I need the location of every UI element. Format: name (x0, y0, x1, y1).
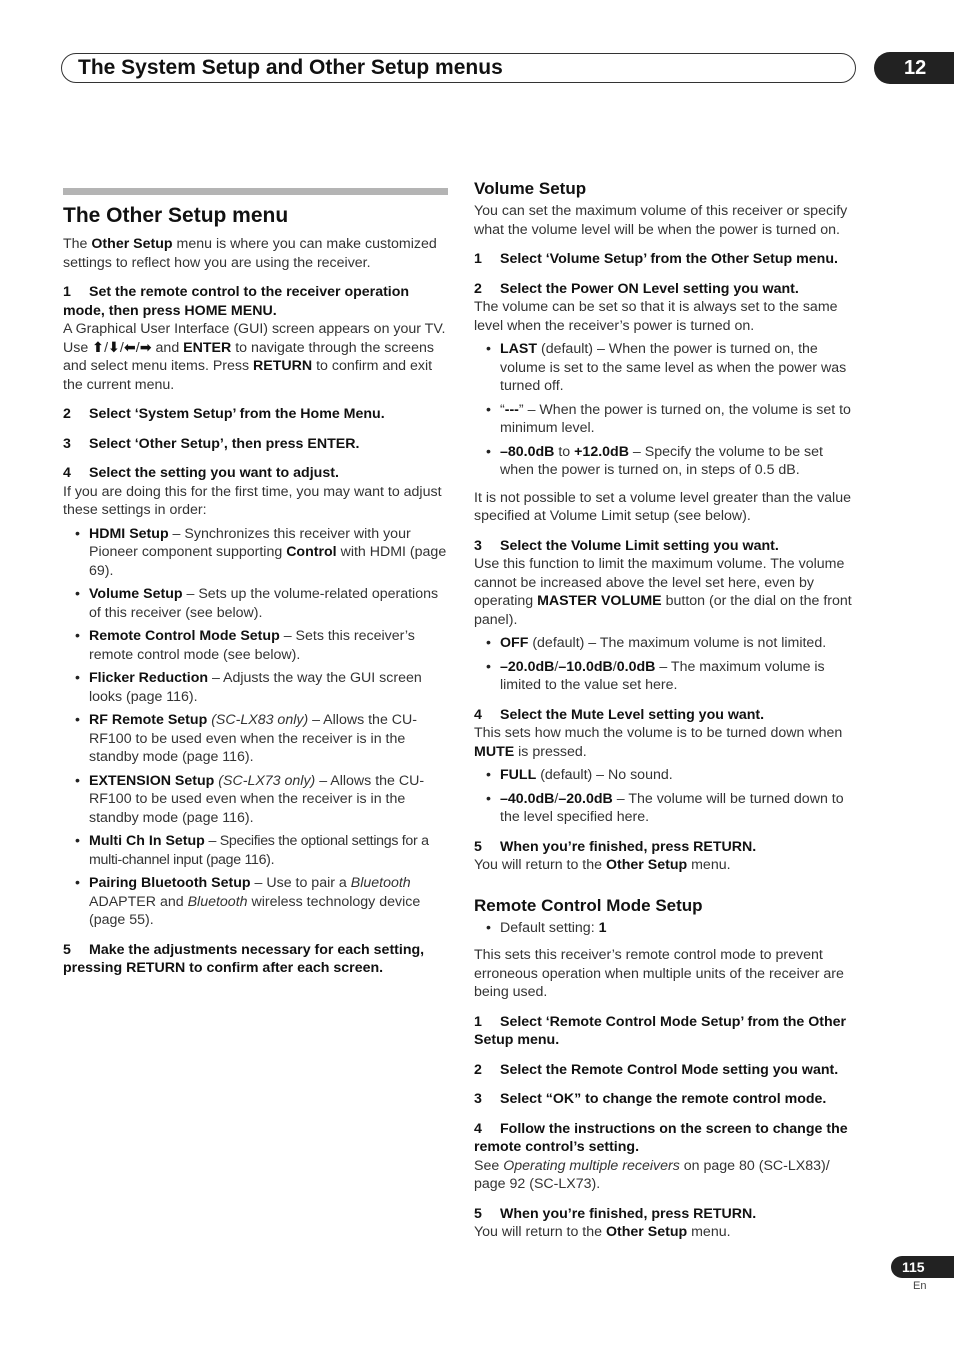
step-1-body: A Graphical User Interface (GUI) screen appears on your TV. Use ⬆/⬇/⬅/➡ and ENTER to navigate through the screens and select menu items. Press RETURN to confirm and exit the current menu. (63, 321, 446, 393)
remote-step-4: 4 Follow the instructions on the screen to change the remote control’s setting. (474, 1120, 848, 1155)
volume-step-3-body: Use this function to limit the maximum volume. The volume cannot be increased above the level set here, even by operating MASTER VOLUME button (or the dial on the front panel). (474, 556, 852, 628)
settings-list (63, 525, 448, 930)
list-item: • “---” – When the power is turned on, the volume is set to minimum level. (474, 401, 859, 438)
volume-step-2-body: The volume can be set so that it is always set to the same level when the receiver’s power is turned on. (474, 299, 838, 334)
power-on-level-options (474, 340, 859, 480)
remote-step-5-body: You will return to the Other Setup menu. (474, 1224, 731, 1240)
list-item: • Pairing Bluetooth Setup – Use to pair a Bluetooth ADAPTER and Bluetooth wireless technology device (page 55). (63, 874, 448, 930)
list-item: • Default setting: 1 (474, 919, 859, 938)
remote-step-2: 2 Select the Remote Control Mode setting you want. (474, 1061, 839, 1078)
volume-step-4-body: This sets how much the volume is to be turned down when MUTE is pressed. (474, 725, 843, 760)
intro-paragraph: The Other Setup menu is where you can make customized settings to reflect how you are using the receiver. (63, 236, 437, 271)
volume-step-4: 4 Select the Mute Level setting you want. (474, 706, 765, 723)
remote-step-4-body: See Operating multiple receivers on page 80 (SC-LX83)/ page 92 (SC-LX73). (474, 1157, 830, 1192)
section-divider (63, 188, 448, 195)
list-item: • Flicker Reduction – Adjusts the way the GUI screen looks (page 116). (63, 669, 448, 706)
list-item: • –20.0dB/–10.0dB/0.0dB – The maximum volume is limited to the value set here. (474, 658, 859, 695)
remote-step-5: 5 When you’re finished, press RETURN. (474, 1205, 757, 1222)
mute-level-options (474, 766, 859, 827)
page-number-badge: 115 (891, 1256, 954, 1278)
list-item: • –80.0dB to +12.0dB – Specify the volume to be set when the power is turned on, in steps of 0.5 dB. (474, 443, 859, 480)
volume-note: It is not possible to set a volume level greater than the value specified at Volume Limit setup (see below). (474, 489, 851, 524)
list-item: • FULL (default) – No sound. (474, 766, 859, 785)
list-item: • EXTENSION Setup (SC-LX73 only) – Allows the CU-RF100 to be used even when the receiver is in the standby mode (page 116). (63, 772, 448, 828)
step-4-body: If you are doing this for the first time, you may want to adjust these settings in order: (63, 483, 442, 518)
volume-step-1: 1 Select ‘Volume Setup’ from the Other Setup menu. (474, 251, 838, 267)
section-title: The Other Setup menu (63, 204, 289, 227)
step-4: 4 Select the setting you want to adjust. (63, 465, 339, 481)
step-3: 3 Select ‘Other Setup’, then press ENTER. (63, 435, 360, 452)
page-header-title: The System Setup and Other Setup menus (78, 56, 503, 79)
remote-intro: This sets this receiver’s remote control mode to prevent erroneous operation when multiple units of the receiver are being used. (474, 947, 844, 1000)
volume-step-3: 3 Select the Volume Limit setting you want. (474, 537, 779, 554)
arrow-up-icon: ⬆ (92, 339, 105, 356)
list-item: • RF Remote Setup (SC-LX83 only) – Allows the CU-RF100 to be used even when the receiver is in the standby mode (page 116). (63, 711, 448, 767)
step-1: 1 Set the remote control to the receiver operation mode, then press HOME MENU. (63, 284, 410, 319)
remote-default-list (474, 919, 859, 938)
volume-setup-title: Volume Setup (474, 179, 587, 198)
list-item: • Volume Setup – Sets up the volume-related operations of this receiver (see below). (63, 585, 448, 622)
volume-limit-options (474, 634, 859, 695)
volume-step-5-body: You will return to the Other Setup menu. (474, 857, 731, 873)
arrow-left-icon: ⬅ (123, 339, 136, 356)
remote-step-1: 1 Select ‘Remote Control Mode Setup’ from the Other Setup menu. (474, 1013, 847, 1048)
list-item: • LAST (default) – When the power is turned on, the volume is set to the same level as when the power was turned off. (474, 340, 859, 396)
list-item: • Remote Control Mode Setup – Sets this receiver’s remote control mode (see below). (63, 627, 448, 664)
volume-intro: You can set the maximum volume of this receiver or specify what the volume level will be when the power is turned on. (474, 203, 848, 238)
remote-mode-title: Remote Control Mode Setup (474, 895, 703, 915)
volume-step-5: 5 When you’re finished, press RETURN. (474, 838, 757, 855)
list-item: • HDMI Setup – Synchronizes this receiver with your Pioneer component supporting Control with HDMI (page 69). (63, 525, 448, 581)
arrow-right-icon: ➡ (139, 339, 152, 356)
left-column (63, 188, 448, 978)
remote-step-3: 3 Select “OK” to change the remote control mode. (474, 1091, 827, 1107)
arrow-down-icon: ⬇ (108, 339, 120, 356)
right-column (474, 178, 859, 1242)
step-5: 5 Make the adjustments necessary for each setting, pressing RETURN to confirm after each screen. (63, 941, 425, 976)
chapter-badge: 12 (874, 52, 954, 84)
volume-step-2: 2 Select the Power ON Level setting you want. (474, 280, 799, 297)
language-code: En (913, 1280, 927, 1292)
list-item: • Multi Ch In Setup – Specifies the optional settings for a multi-channel input (page 116). (63, 832, 448, 869)
list-item: • OFF (default) – The maximum volume is not limited. (474, 634, 859, 653)
list-item: • –40.0dB/–20.0dB – The volume will be turned down to the level specified here. (474, 790, 859, 827)
step-2: 2 Select ‘System Setup’ from the Home Menu. (63, 406, 385, 422)
